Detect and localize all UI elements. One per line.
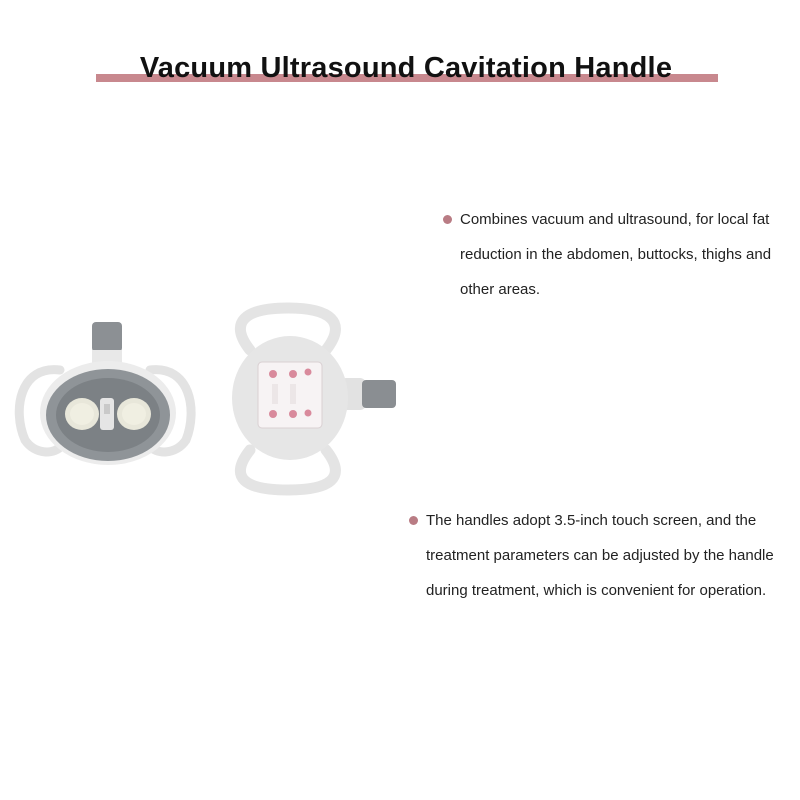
bullet-dot bbox=[443, 215, 452, 224]
feature-bullet-vacuum-ultrasound bbox=[460, 202, 795, 307]
feature-bullet-touch-screen bbox=[426, 503, 798, 608]
product-images bbox=[0, 300, 420, 510]
handle-side-view-image bbox=[232, 308, 396, 490]
page-title: Vacuum Ultrasound Cavitation Handle bbox=[139, 52, 673, 84]
handle-front-view-image bbox=[19, 322, 191, 465]
feature-text: The handles adopt 3.5-inch touch screen, and the treatment parameters can be adjusted by the handle during treatment, which is convenient for operation. bbox=[426, 512, 774, 599]
feature-text: Combines vacuum and ultrasound, for local fat reduction in the abdomen, buttocks, thighs and other areas. bbox=[460, 211, 772, 298]
bullet-dot bbox=[409, 516, 418, 525]
